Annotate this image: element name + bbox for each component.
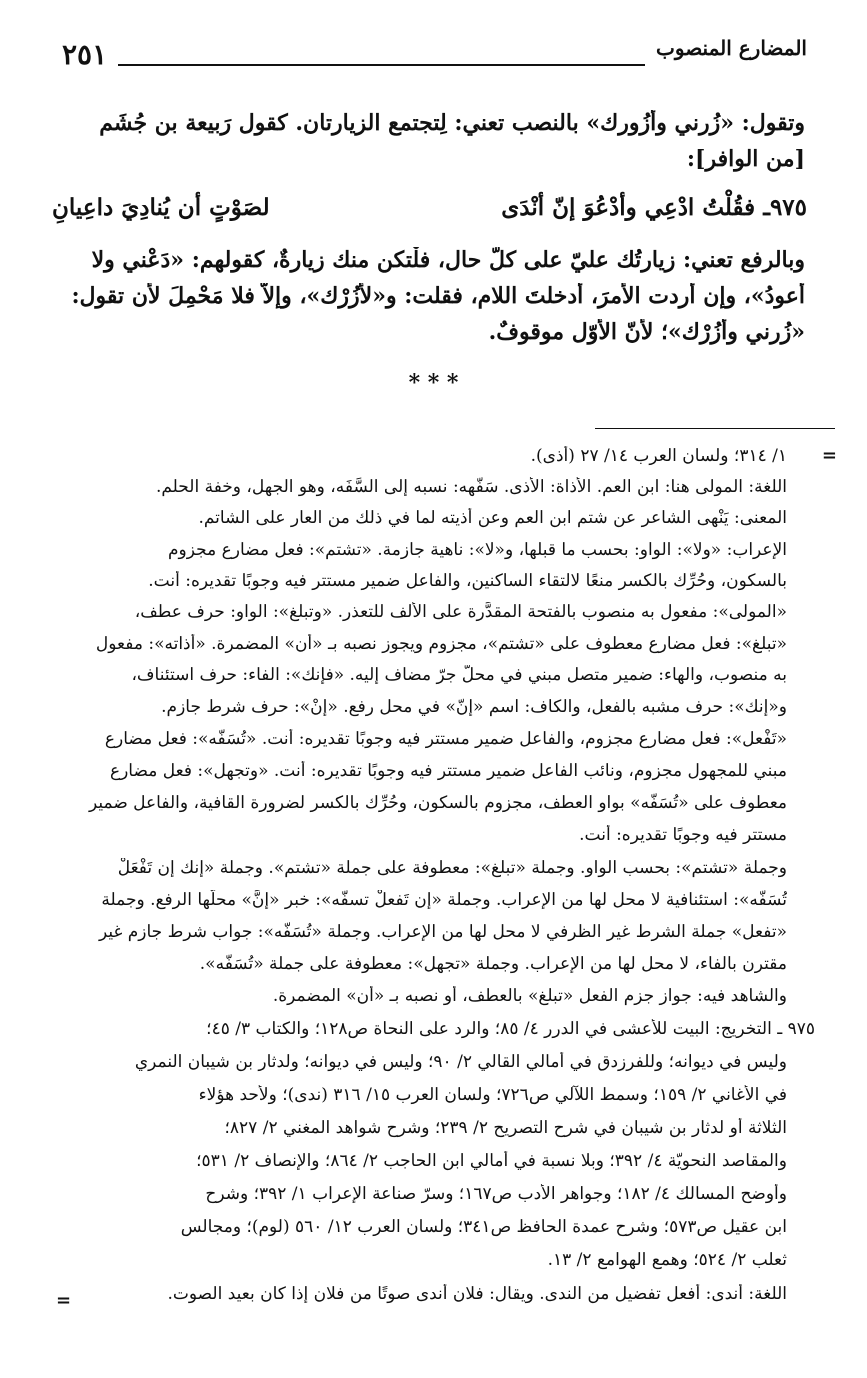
footnote-line: وجملة «تشتم»: بحسب الواو. وجملة «تبلغ»: معطوفة على جملة «تشتم». وجملة «إنك إن تَفْعَلْ xyxy=(117,858,787,878)
verse-hemistich-1: فقُلْتُ ادْعِي وأدْعُوَ إنّ أنْدَى xyxy=(501,194,756,221)
footnote-line: والشاهد فيه: جواز جزم الفعل «تبلغ» بالعطف، أو نصبه بـ «أن» المضمرة. xyxy=(272,986,787,1006)
main-text-line-2: [من الوافر]: xyxy=(686,146,805,172)
footnote-line: «تَفْعل»: فعل مضارع مجزوم، والفاعل ضمير مستتر فيه وجوبًا تقديره: أنت. «تُسَفَّه»: فعل مضارع xyxy=(104,729,787,749)
main-text-line-5: «زُرني وأزُرْك»؛ لأنّ الأوّل موقوفٌ. xyxy=(488,319,805,345)
footnote-line: مستتر فيه وجوبًا تقديره: أنت. xyxy=(579,825,787,845)
verse-hemistich-2: لصَوْتٍ أن يُنادِيَ داعِيانِ xyxy=(52,194,270,221)
footnote-line: تُسَفَّه»: استئنافية لا محل لها من الإعراب. وجملة «إن تَفعلْ تسفَّه»: خبر «إنَّ» محلُّها الرفع. وجملة xyxy=(101,890,787,910)
footnote-line: مقترن بالفاء، لا محل لها من الإعراب. وجملة «تجهل»: معطوفة على جملة «تُسَفَّه». xyxy=(199,954,787,974)
page-number: ٢٥١ xyxy=(62,38,108,71)
footnote-line: في الأغاني ٢/ ١٥٩؛ وسمط اللآلي ص٧٢٦؛ ولسان العرب ١٥/ ٣١٦ (ندى)؛ ولأحد هؤلاء xyxy=(198,1085,787,1105)
section-separator-stars: * * * xyxy=(408,370,459,396)
footnote-line: والمقاصد النحويّة ٤/ ٣٩٢؛ وبلا نسبة في أمالي ابن الحاجب ٢/ ٨٦٤؛ والإنصاف ٢/ ٥٣١؛ xyxy=(196,1151,787,1171)
footnote-line: اللغة: أندى: أفعل تفضيل من الندى. ويقال: فلان أندى صوتًا من فلان إذا كان بعيد الصوت. xyxy=(167,1284,787,1304)
footnote-line: مبني للمجهول مجزوم، ونائب الفاعل ضمير مستتر فيه وجوبًا تقديره: أنت. «وتجهل»: فعل مضارع xyxy=(109,761,787,781)
footnote-line: ابن عقيل ص٥٧٣؛ وشرح عمدة الحافظ ص٣٤١؛ ولسان العرب ١٢/ ٥٦٠ (لوم)؛ ومجالس xyxy=(180,1217,787,1237)
verse-first-half xyxy=(501,194,807,221)
footnote-line: وأوضح المسالك ٤/ ١٨٢؛ وجواهر الأدب ص١٦٧؛ وسرّ صناعة الإعراب ١/ ٣٩٢؛ وشرح xyxy=(205,1184,787,1204)
footnote-line: المعنى: يَنْهى الشاعر عن شتم ابن العم وعن أذيته لما في ذلك من العار على الشاتم. xyxy=(198,508,787,528)
footnote-line: الإعراب: «ولا»: الواو: بحسب ما قبلها، و«لا»: ناهية جازمة. «تشتم»: فعل مضارع مجزوم xyxy=(168,540,787,560)
footnote-line: الثلاثة أو لدثار بن شيبان في شرح التصريح ٢/ ٢٣٩؛ وشرح شواهد المغني ٢/ ٨٢٧؛ xyxy=(224,1118,787,1138)
footnote-line: بالسكون، وحُرِّك بالكسر منعًا لالتقاء الساكنين، والفاعل ضمير مستتر فيه وجوبًا تقديره: أنت. xyxy=(148,571,787,591)
running-header-title: المضارع المنصوب xyxy=(656,36,807,60)
footnote-line: به منصوب، والهاء: ضمير متصل مبني في محلّ جرّ مضاف إليه. «فإنك»: الفاء: حرف استئناف، xyxy=(131,665,787,685)
footnote-line: وليس في ديوانه؛ وللفرزدق في أمالي القالي ٢/ ٩٠؛ وليس في ديوانه؛ ولدثار بن شيبان النمري xyxy=(134,1052,787,1072)
footnote-line: اللغة: المولى هنا: ابن العم. الأذاة: الأذى. سَفَّهه: نسبه إلى السَّفَه، وهو الجهل، وخفة الحلم. xyxy=(155,477,787,497)
footnote-line: و«إنك»: حرف مشبه بالفعل، والكاف: اسم «إنّ» في محل رفع. «إنْ»: حرف شرط جازم. xyxy=(161,697,787,717)
footnote-line: ٩٧٥ ـ التخريج: البيت للأعشى في الدرر ٤/ ٨٥؛ والرد على النحاة ص١٢٨؛ والكتاب ٣/ ٤٥؛ xyxy=(206,1019,815,1039)
verse-975 xyxy=(52,194,807,221)
footnote-line: ثعلب ٢/ ٥٢٤؛ وهمع الهوامع ٢/ ١٣. xyxy=(547,1250,787,1270)
footnote-line: «المولى»: مفعول به منصوب بالفتحة المقدَّرة على الألف للتعذر. «وتبلغ»: الواو: حرف عطف، xyxy=(134,602,787,622)
main-text-line-1: وتقول: «زُرني وأزُورك» بالنصب تعني: لِتجتمعِ الزيارتان. كقول رَبيعة بن جُشَم xyxy=(99,110,805,136)
footnote-line: ١/ ٣١٤؛ ولسان العرب ١٤/ ٢٧ (أذى). xyxy=(530,446,787,466)
verse-number: ٩٧٥ـ xyxy=(763,194,807,221)
header-rule xyxy=(118,64,645,66)
footnote-line: «تبلغ»: فعل مضارع معطوف على «تشتم»، مجزوم ويجوز نصبه بـ «أن» المضمرة. «أذاته»: مفعول xyxy=(95,634,787,654)
main-text-line-3: وبالرفع تعني: زيارتُك عليّ على كلّ حال، فلْتكن منك زيارةٌ، كقولهم: «دَعْني ولا xyxy=(91,247,805,273)
footnote-continuation-marker: = xyxy=(821,445,837,466)
footnote-end-marker: = xyxy=(56,1290,72,1311)
footnote-line: «تفعل» جملة الشرط غير الظرفي لا محل لها من الإعراب. وجملة «تُسَفَّه»: جواب شرط جازم غير xyxy=(98,922,787,942)
main-text-line-4: أعودُ»، وإن أردت الأمرَ، أدخلتَ اللام، فقلت: و«لأزُرْك»، وإلاّ فلا مَحْمِلَ لأن تقول: xyxy=(71,283,805,309)
footnote-line: معطوف على «تُسَفَّه» بواو العطف، مجزوم بالسكون، وحُرِّك بالكسر لضرورة القافية، والفاعل ضمير xyxy=(88,793,787,813)
footnote-rule xyxy=(595,428,835,429)
